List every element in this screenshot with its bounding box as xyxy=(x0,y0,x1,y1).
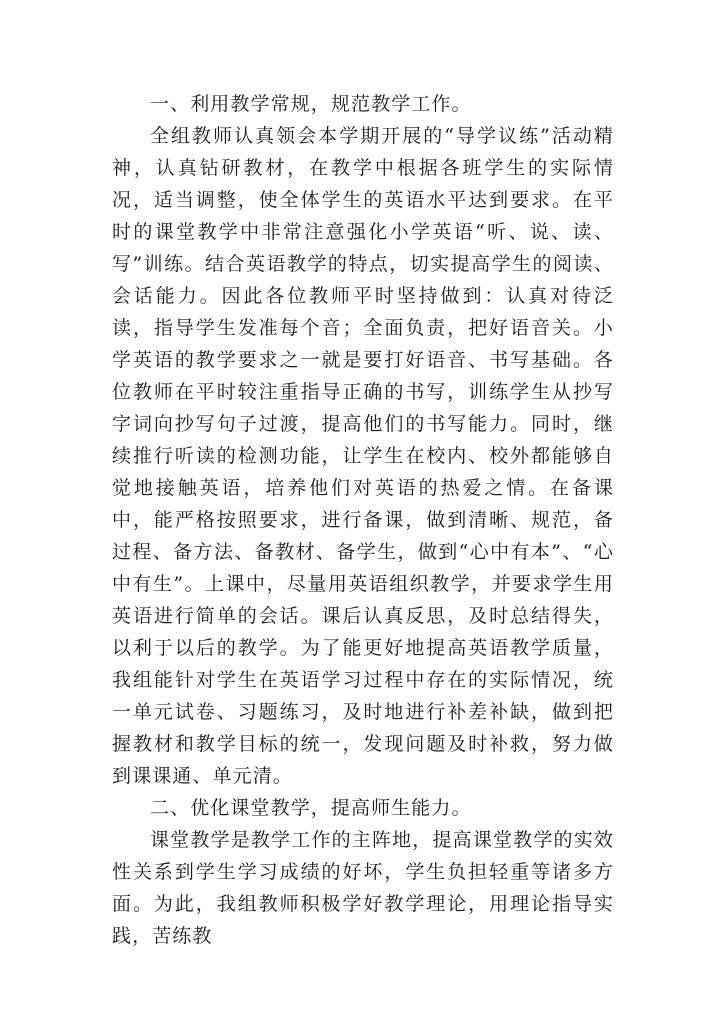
document-body xyxy=(112,88,614,952)
section-paragraph-1: 全组教师认真领会本学期开展的“导学议练”活动精神，认真钻研教材，在教学中根据各班学生的实际情况，适当调整，使全体学生的英语水平达到要求。在平时的课堂教学中非常注意强化小学英语“听、说、读、写”训练。结合英语教学的特点，切实提高学生的阅读、会话能力。因此各位教师平时坚持做到：认真对待泛读，指导学生发准每个音；全面负责，把好语音关。小学英语的教学要求之一就是要打好语音、书写基础。各位教师在平时较注重指导正确的书写，训练学生从抄写字词向抄写句子过渡，提高他们的书写能力。同时，继续推行听读的检测功能，让学生在校内、校外都能够自觉地接触英语，培养他们对英语的热爱之情。在备课中，能严格按照要求，进行备课，做到清晰、规范，备过程、备方法、备教材、备学生，做到“心中有本”、“心中有生”。上课中，尽量用英语组织教学，并要求学生用英语进行简单的会话。课后认真反思，及时总结得失，以利于以后的教学。为了能更好地提高英语教学质量，我组能针对学生在英语学习过程中存在的实际情况，统一单元试卷、习题练习，及时地进行补差补缺，做到把握教材和教学目标的统一，发现问题及时补救，努力做到课课通、单元清。 xyxy=(112,125,614,787)
section-heading-2: 二、优化课堂教学，提高师生能力。 xyxy=(150,797,472,819)
section-paragraph-2: 课堂教学是教学工作的主阵地，提高课堂教学的实效性关系到学生学习成绩的好坏，学生负担轻重等诸多方面。为此，我组教师积极学好教学理论，用理论指导实践，苦练教 xyxy=(112,829,614,947)
section-heading-1: 一、利用教学常规，规范教学工作。 xyxy=(150,93,472,115)
